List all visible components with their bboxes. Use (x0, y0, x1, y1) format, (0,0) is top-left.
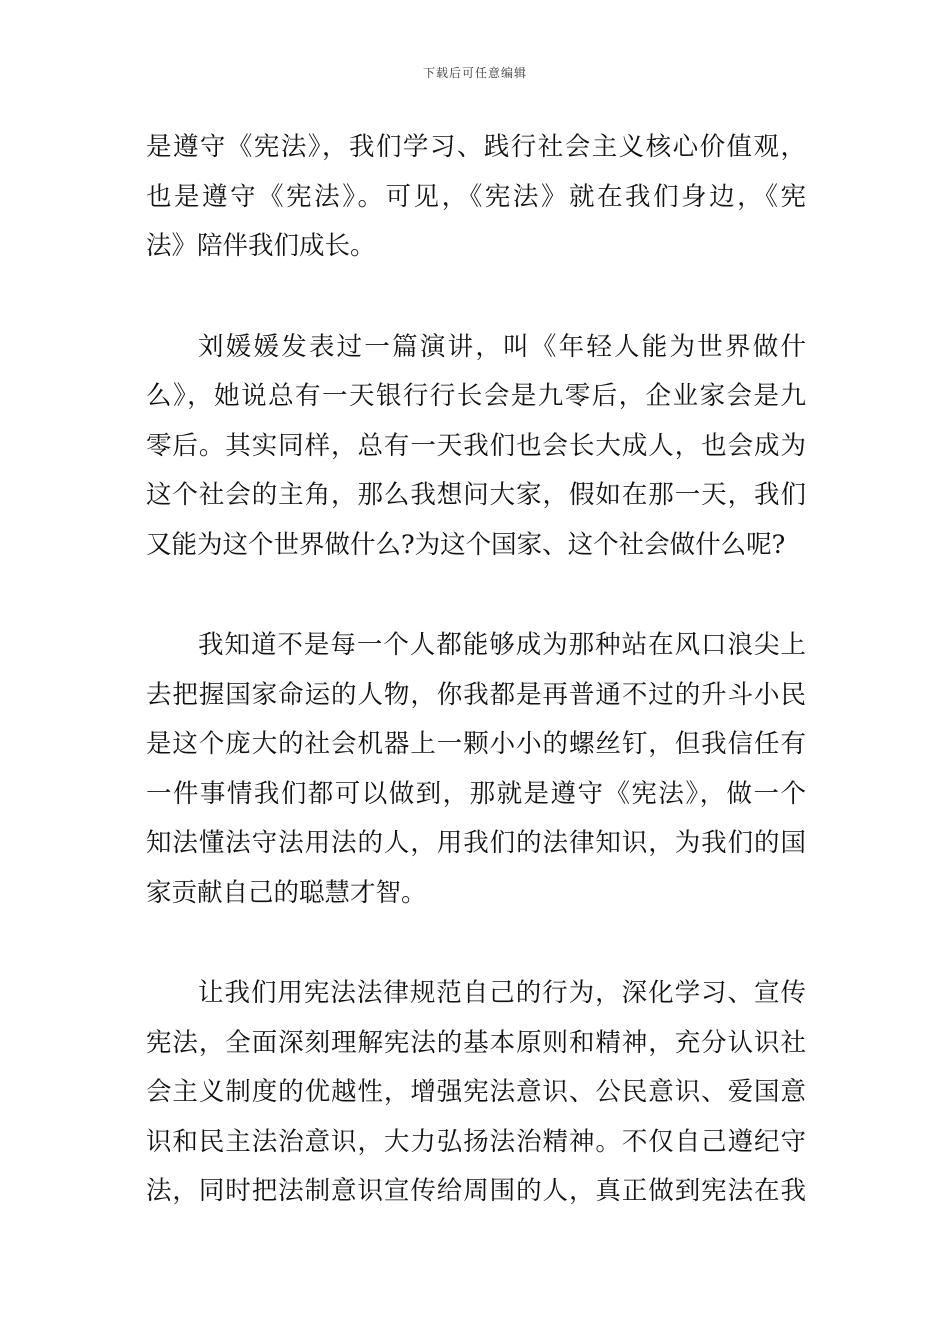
text-line: 让我们用宪法法律规范自己的行为，深化学习、宣传 (198, 978, 806, 1008)
text-line: 会主义制度的优越性，增强宪法意识、公民意识、爱国意 (146, 1077, 806, 1107)
text-line: 家贡献自己的聪慧才智。 (146, 877, 427, 908)
text-line: 刘媛媛发表过一篇演讲，叫《年轻人能为世界做什 (198, 331, 806, 362)
paragraph-4 (146, 969, 806, 1217)
paragraph-2 (146, 323, 806, 571)
text-line: 法》陪伴我们成长。 (146, 231, 376, 261)
text-line: 是遵守《宪法》，我们学习、践行社会主义核心价值观， (146, 132, 806, 162)
paragraph-3 (146, 621, 806, 918)
text-line: 我知道不是每一个人都能够成为那种站在风口浪尖上 (198, 630, 806, 660)
text-line: 又能为这个世界做什么?为这个国家、这个社会做什么呢? (146, 529, 786, 560)
text-line: 么》，她说总有一天银行行长会是九零后，企业家会是九 (146, 381, 806, 411)
paragraph-1 (146, 123, 806, 272)
text-line: 一件事情我们都可以做到，那就是遵守《宪法》，做一个 (146, 778, 806, 809)
document-body (146, 123, 806, 1268)
text-line: 法，同时把法制意识宣传给周围的人，真正做到宪法在我 (146, 1176, 806, 1206)
text-line: 识和民主法治意识，大力弘扬法治精神。不仅自己遵纪守 (146, 1126, 806, 1157)
text-line: 宪法，全面深刻理解宪法的基本原则和精神，充分认识社 (146, 1027, 806, 1058)
text-line: 知法懂法守法用法的人，用我们的法律知识，为我们的国 (146, 828, 806, 858)
text-line: 去把握国家命运的人物，你我都是再普通不过的升斗小民 (146, 679, 806, 710)
header-note: 下载后可任意编辑 (422, 66, 527, 80)
text-line: 零后。其实同样，总有一天我们也会长大成人，也会成为 (146, 430, 806, 461)
text-line: 是这个庞大的社会机器上一颗小小的螺丝钉，但我信任有 (146, 729, 806, 759)
text-line: 也是遵守《宪法》。可见，《宪法》就在我们身边，《宪 (146, 181, 806, 212)
text-line: 这个社会的主角，那么我想问大家，假如在那一天，我们 (146, 480, 806, 510)
